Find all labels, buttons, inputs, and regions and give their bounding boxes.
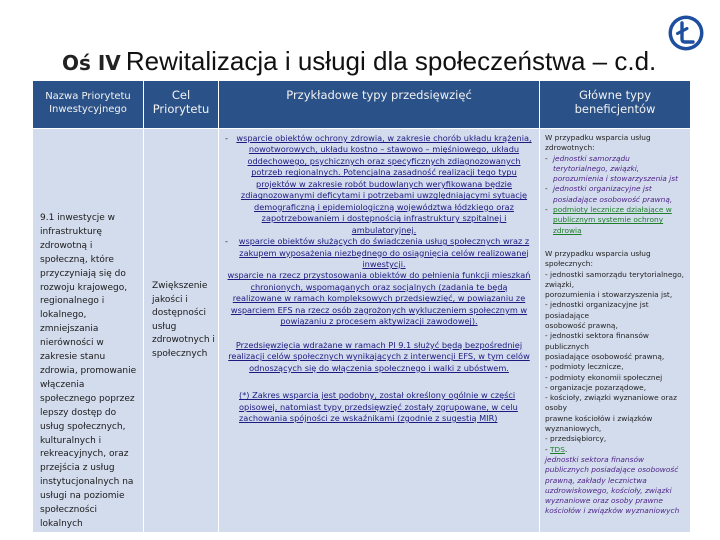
social-item: - jednostki sektora finansów publicznych <box>545 331 649 351</box>
social-item: - podmioty lecznicze, <box>545 362 624 372</box>
lodz-region-logo-icon <box>667 14 705 52</box>
header-priority-goal: Cel Priorytetu <box>144 81 219 129</box>
social-item: osobowość prawną, <box>545 321 618 331</box>
priority-name: 9.1 inwestycje w infrastrukturę zdrowotną i społeczną, które przyczyniają się do rozwoju krajowego, regionalnego i lokalnego, zmniejszania nierówności w zakresie stanu zdrowia, promowanie włączenia społecznego poprzez lepszy dostęp do usług społecznych, kulturalnych i rekreacyjnych, oraz przejścia z usług instytucjonalnych na usługi na poziomie społeczności lokalnych <box>40 213 137 529</box>
header-beneficiaries: Główne typy beneficjentów <box>540 81 691 129</box>
health-item-1: - jednostki samorządu terytorialnego, związki, porozumienia i stowarzyszenia jst <box>545 153 678 184</box>
project-types-cell <box>219 129 540 533</box>
beneficiaries-cell <box>540 129 691 533</box>
dash-bullet: - <box>545 153 548 163</box>
closing-italic: jednostki sektora finansów publicznych posiadające osobowość prawną, zakłady lecznictwa uzdrowiskowego, kościoły, związki wyznaniowe oraz osoby prawne kościołów i związków wyznaniowych <box>545 454 680 516</box>
social-item: prawne kościołów i związków wyznaniowych, <box>545 413 653 434</box>
social-item: porozumienia i stowarzyszenia jst, <box>545 290 673 300</box>
social-item: posiadające osobowość prawną, <box>545 351 665 361</box>
health-intro: W przypadku wsparcia usług zdrowotnych: <box>545 133 651 153</box>
title-main: Rewitalizacja i usługi dla społeczeństwa – c.d. <box>125 46 657 76</box>
social-item: - podmioty ekonomii społecznej <box>545 372 663 382</box>
social-item: - jednostki samorządu terytorialnego, związki, <box>545 269 684 289</box>
project-type-paragraph-2: Przedsięwzięcia wdrażane w ramach PI 9.1 służyć będą bezpośredniej realizacji celów społecznych wynikających z interwencji EFS, w tym celów odnoszących się do włączenia społecznego i walki z ubóstwem. <box>228 339 530 373</box>
dash-bullet: - <box>225 236 228 247</box>
header-priority-name: Nazwa Priorytetu Inwestycyjnego <box>33 81 144 129</box>
title-lead: Oś IV <box>62 51 121 75</box>
tds-item: - TDS. <box>545 444 568 454</box>
health-item-2: - jednostki organizacyjne jst posiadające osobowość prawną, <box>545 184 673 204</box>
priority-goal: Zwiększenie jakości i dostępności usług zdrowotnych i społecznych <box>152 281 215 359</box>
project-type-paragraph-1: wsparcie na rzecz przystosowania obiektów do pełnienia funkcji mieszkań chronionych, wspomaganych oraz socjalnych (zadania te będą realizowane w ramach kompleksowych przedsięwzięć, w powiązaniu ze wsparciem EFS na rzecz osób zagrożonych wykluczeniem społecznym w powiązaniu z procesem aktywizacji zawodowej). <box>227 270 531 327</box>
project-type-paragraph-3: (*) Zakres wsparcia jest podobny, został określony ogólnie w części opisowej, natomiast typy przedsięwzięć zostały zgrupowane, w celu zachowania spójności ze wskaźnikami (zgodnie z sugestią MIR) <box>239 390 518 423</box>
social-item: - jednostki organizacyjne jst posiadające <box>545 300 649 320</box>
social-item: - przedsiębiorcy, <box>545 434 607 444</box>
social-intro: W przypadku wsparcia usług społecznych: <box>545 248 651 269</box>
table-row <box>33 129 691 533</box>
dash-bullet: - <box>225 133 228 143</box>
priority-name-cell <box>33 129 144 533</box>
project-type-bullet-2: - wsparcie obiektów służących do świadczenia usług społecznych wraz z zakupem wyposażenia niezbędnego do osiągnięcia celów realizowanej inwestycji. <box>225 236 530 269</box>
health-item-3: - podmioty lecznicze działające w publicznym systemie ochrony zdrowia <box>545 205 672 235</box>
table-header-row <box>33 81 691 129</box>
dash-bullet: - <box>545 184 548 194</box>
tds-link[interactable]: TDS <box>550 444 565 454</box>
priority-goal-cell <box>144 129 219 533</box>
priority-table <box>32 80 691 533</box>
project-type-bullet-1: - wsparcie obiektów ochrony zdrowia, w zakresie chorób układu krążenia, nowotworowych, układu kostno – stawowo – mięśniowego, układu oddechowego, psychicznych oraz specyficznych zdiagnozowanych potrzeb regionalnych. Potencjalna zasadność realizacji tego typu projektów w zakresie robót budowlanych weryfikowana będzie zdiagnozowanymi deficytami i potrzebami uwzględniającymi sytuację demograficzną i epidemiologiczną województwa łódzkiego oraz zapotrzebowaniem i dostępnością infrastruktury szpitalnej i ambulatoryjnej. <box>225 133 532 235</box>
slide-title <box>62 46 682 77</box>
header-project-types: Przykładowe typy przedsięwzięć <box>219 81 540 129</box>
social-item: - kościoły, związki wyznaniowe oraz osoby <box>545 393 677 413</box>
dash-bullet: - <box>545 205 548 215</box>
social-item: - organizacje pozarządowe, <box>545 382 647 392</box>
